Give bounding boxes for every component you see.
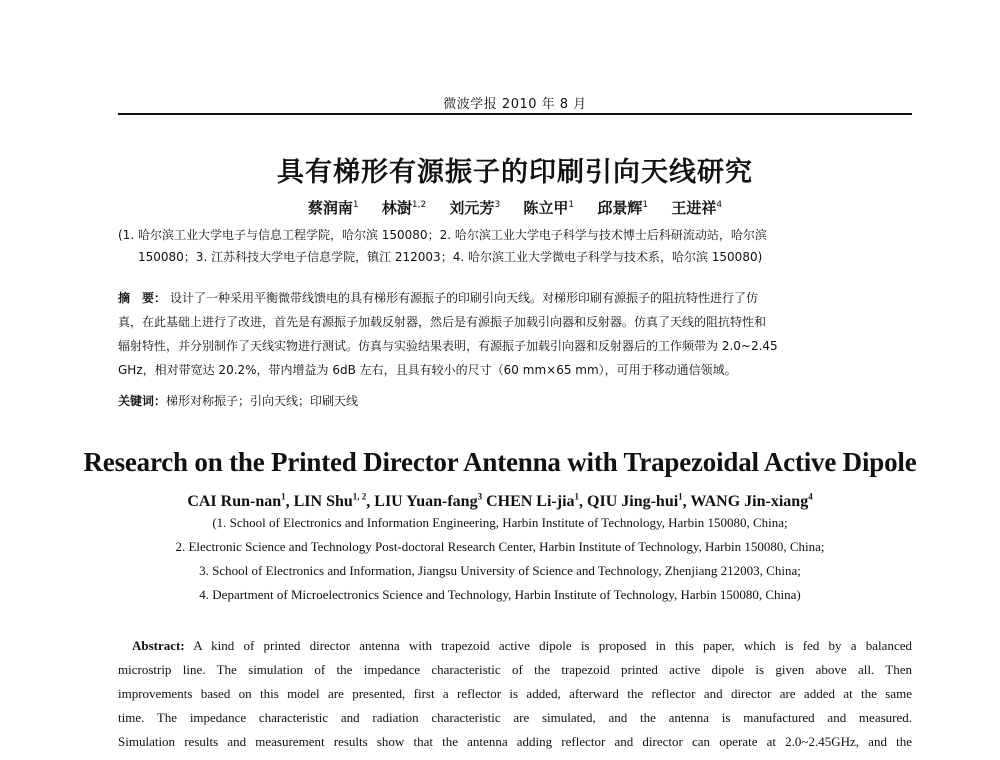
abstract-line: 真，在此基础上进行了改进，首先是有源振子加载反射器，然后是有源振子加载引向器和反射器。仿真了天线的阻抗特性和 (118, 315, 767, 329)
author (374, 493, 482, 510)
author-affiliation-mark: 3 (494, 200, 501, 210)
affiliation-line: 2. Electronic Science and Technology Post-doctoral Research Center, Harbin Institute of Technology, Harbin 150080, China; (175, 539, 825, 554)
author-affiliation-mark: 1 (568, 200, 575, 210)
author-name: QIU Jing-hui (587, 493, 679, 511)
author (187, 493, 285, 510)
author-name: WANG Jin-xiang (690, 493, 809, 511)
author-name: 邱景辉 (597, 199, 643, 217)
abstract-line: time. The impedance characteristic and radiation characteristic are simulated, and the antenna is manufactured and measured. (118, 710, 912, 725)
english-title: Research on the Printed Director Antenna with Trapezoidal Active Dipole (83, 447, 917, 477)
abstract-text: A kind of printed director antenna with trapezoid active dipole is proposed in this paper, which is fed by a balanced (193, 638, 912, 653)
header-rule (118, 113, 912, 115)
author (382, 199, 426, 217)
author-name: 陈立甲 (523, 199, 569, 217)
affiliation-line: 3. School of Electronics and Information, Jiangsu University of Science and Technology, Zhenjiang 212003, China; (199, 563, 801, 578)
author (690, 493, 812, 510)
english-affiliations (60, 511, 940, 607)
author-name: 蔡润南 (307, 199, 353, 217)
author-affiliation-mark: 1 (678, 492, 683, 502)
author-affiliation-mark: 1 (281, 492, 286, 502)
abstract-line: GHz，相对带宽达 20.2%，带内增益为 6dB 左右，且具有较小的尺寸（60 mm×65 mm），可用于移动通信领域。 (118, 363, 737, 377)
author-affiliation-mark: 3 (477, 492, 483, 502)
author-name: 王进祥 (671, 199, 717, 217)
chinese-authors (118, 197, 912, 218)
author (587, 493, 683, 510)
author (597, 199, 648, 217)
abstract-line (118, 286, 918, 310)
english-abstract (118, 634, 912, 754)
author-name: 林澍 (381, 199, 412, 217)
author (449, 199, 500, 217)
chinese-affiliations (100, 224, 940, 268)
author-affiliation-mark: 1 (642, 200, 649, 210)
author (486, 493, 579, 510)
abstract-label: Abstract: (132, 638, 185, 653)
chinese-keywords (118, 392, 918, 409)
abstract-line: improvements based on this model are presented, first a reflector is added, afterward the reflector and director are added at the same (118, 686, 912, 701)
journal-header: 微波学报 2010 年 8 月 (443, 97, 587, 112)
affiliation-line: (1. School of Electronics and Information Engineering, Harbin Institute of Technology, Harbin 150080, China; (212, 515, 788, 530)
chinese-abstract (118, 286, 918, 382)
author (671, 199, 722, 217)
author-name: LIN Shu (293, 493, 353, 511)
affiliation-line: 4. Department of Microelectronics Science and Technology, Harbin Institute of Technology, Harbin 150080, China) (199, 587, 801, 602)
author-affiliation-mark: 1 (352, 200, 359, 210)
english-authors: CAI Run-nan$^1$, LIN Shu$^{1, 2}$, LIU Yuan-fang$^3$ CHEN Li-jia$^1$, QIU Jing-hui$^1$, WANG Jin-xiang$^4$ (187, 492, 813, 511)
abstract-line: Simulation results and measurement results show that the antenna adding reflector and director can operate at 2.0~2.45GHz, and the (118, 734, 912, 749)
author-name: CAI Run-nan (187, 493, 282, 511)
keywords-text: 梯形对称振子；引向天线；印刷天线 (166, 394, 359, 408)
author (523, 199, 574, 217)
author-affiliation-mark: 1, 2 (352, 492, 367, 502)
author-name: CHEN Li-jia (486, 493, 575, 511)
keywords-label: 关键词： (118, 394, 167, 408)
author-affiliation-mark: 1,2 (411, 200, 427, 210)
author-name: LIU Yuan-fang (374, 493, 478, 511)
affiliation-line: 150080；3. 江苏科技大学电子信息学院，镇江 212003；4. 哈尔滨工业大学微电子科学与技术系，哈尔滨 150080) (138, 250, 763, 264)
author-affiliation-mark: 4 (716, 200, 723, 210)
author-affiliation-mark: 1 (574, 492, 580, 502)
chinese-title: 具有梯形有源振子的印刷引向天线研究 (277, 157, 753, 188)
abstract-text: 设计了一种采用平衡微带线馈电的具有梯形有源振子的印刷引向天线。对梯形印刷有源振子的阻抗特性进行了仿 (170, 291, 759, 305)
abstract-line: 辐射特性，并分别制作了天线实物进行测试。仿真与实验结果表明，有源振子加载引向器和反射器后的工作频带为 2.0~2.45 (118, 339, 778, 353)
affiliation-line: (1. 哈尔滨工业大学电子与信息工程学院，哈尔滨 150080；2. 哈尔滨工业大学电子科学与技术博士后科研流动站，哈尔滨 (118, 228, 767, 242)
abstract-line: microstrip line. The simulation of the impedance characteristic of the trapezoid printed active dipole is given above all. Then (118, 662, 912, 677)
author (294, 493, 367, 510)
author (308, 199, 359, 217)
author-name: 刘元芳 (449, 199, 495, 217)
author-affiliation-mark: 4 (808, 492, 813, 502)
abstract-label: 摘 要： (118, 291, 167, 305)
abstract-line (118, 634, 912, 658)
